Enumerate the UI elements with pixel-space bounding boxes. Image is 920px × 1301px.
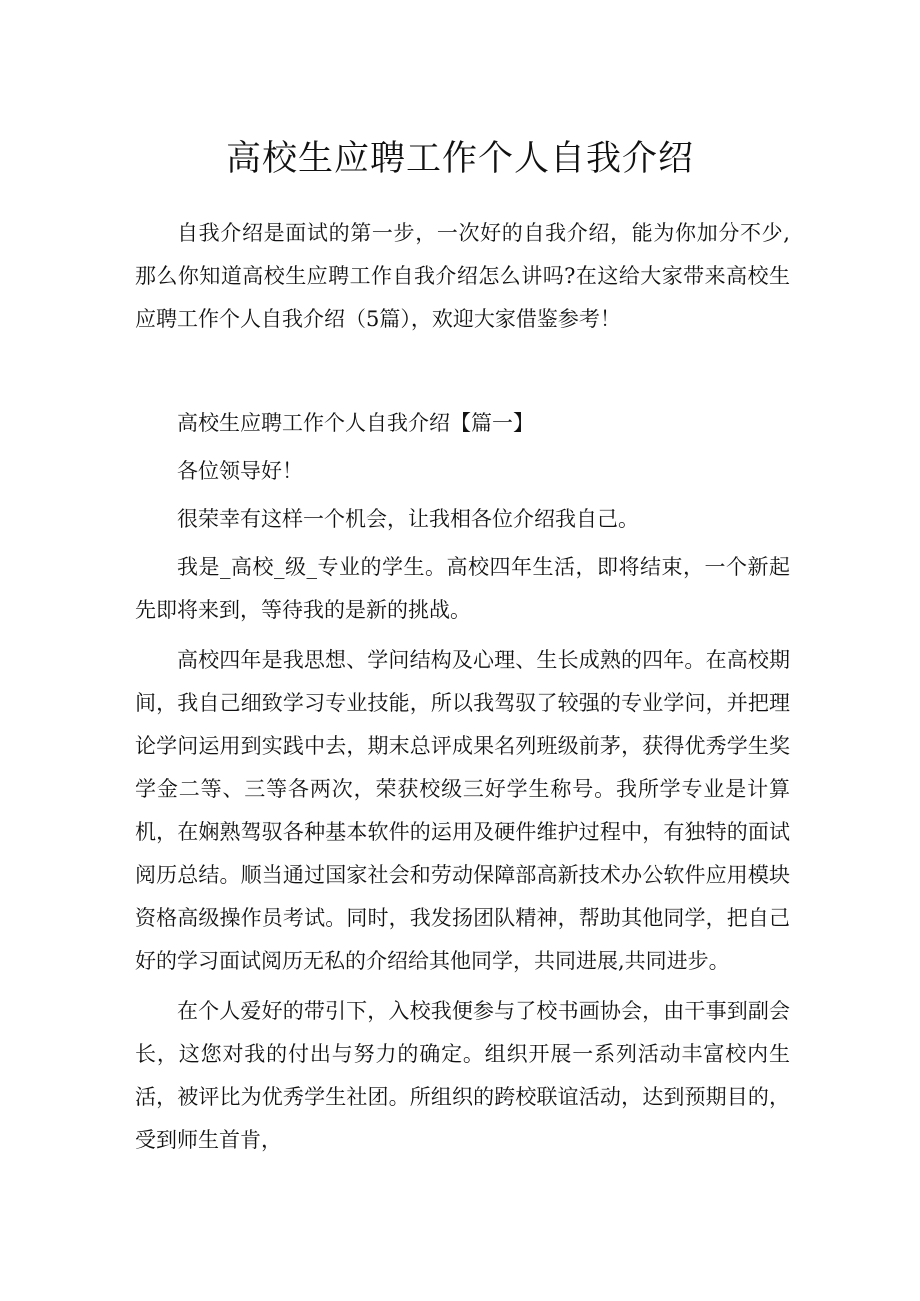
document-title: 高校生应聘工作个人自我介绍 <box>225 139 694 179</box>
body-paragraph: 高校四年是我思想、学问结构及心理、生长成熟的四年。在高校期间，我自己细致学习专业技能，所以我驾驭了较强的专业学问，并把理论学问运用到实践中去，期末总评成果名列班级前茅，获得优秀学生奖学金二等、三等各两次，荣获校级三好学生称号。我所学专业是计算机，在娴熟驾驭各种基本软件的运用及硬件维护过程中，有独特的面试阅历总结。顺当通过国家社会和劳动保障部高新技术办公软件应用模块资格高级操作员考试。同时，我发扬团队精神，帮助其他同学，把自己好的学习面试阅历无私的介绍给其他同学，共同进展,共同进步。 <box>135 648 790 973</box>
body-paragraph: 我是_高校_级_专业的学生。高校四年生活，即将结束，一个新起先即将来到，等待我的是新的挑战。 <box>135 555 790 622</box>
document-body <box>135 212 790 1162</box>
opening-paragraph: 很荣幸有这样一个机会，让我相各位介绍我自己。 <box>177 507 639 531</box>
section-heading: 高校生应聘工作个人自我介绍【篇一】 <box>177 411 534 435</box>
greeting-paragraph: 各位领导好！ <box>177 459 303 483</box>
intro-paragraph: 自我介绍是面试的第一步，一次好的自我介绍，能为你加分不少,那么你知道高校生应聘工作自我介绍怎么讲吗?在这给大家带来高校生应聘工作个人自我介绍（5篇），欢迎大家借鉴参考！ <box>135 221 790 331</box>
body-paragraph: 在个人爱好的带引下，入校我便参与了校书画协会，由干事到副会长，这您对我的付出与努力的确定。组织开展一系列活动丰富校内生活，被评比为优秀学生社团。所组织的跨校联谊活动，达到预期目的，受到师生首肯， <box>135 999 790 1152</box>
